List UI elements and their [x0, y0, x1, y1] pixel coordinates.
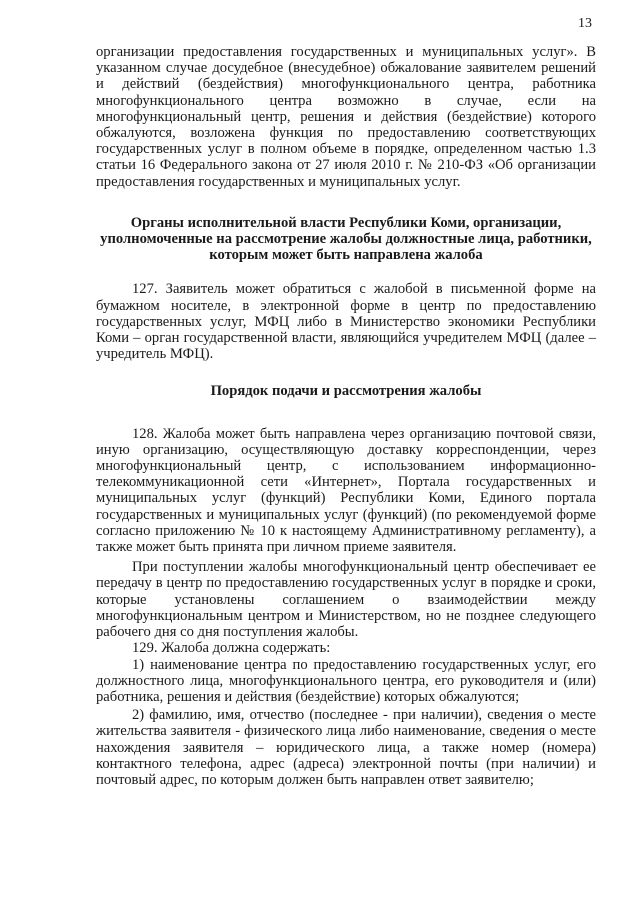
- paragraph-127: 127. Заявитель может обратиться с жалобой в письменной форме на бумажном носителе, в электронной форме в центр по предоставлению государственных услуг, МФЦ либо в Министерство экономики Республики Коми – орган государственной власти, являющийся учредителем МФЦ (далее – учредитель МФЦ).: [96, 281, 596, 363]
- paragraph-128-transfer: При поступлении жалобы многофункциональный центр обеспечивает ее передачу в центр по предоставлению государственных услуг в порядке и сроки, которые установлены соглашением о взаимодействии между многофункциональным центром и Министерством, но не позднее следующего рабочего дня со дня поступления жалобы.: [96, 559, 596, 641]
- list-item-2: 2) фамилию, имя, отчество (последнее - при наличии), сведения о месте жительства заявителя - физического лица либо наименование, сведения о месте нахождения заявителя – юридического лица, а также номер (номера) контактного телефона, адрес (адреса) электронной почты (при наличии) и почтовый адрес, по которым должен быть направлен ответ заявителю;: [96, 707, 596, 788]
- section-heading-complaint-bodies: Органы исполнительной власти Республики Коми, организации, уполномоченные на рассмотрение жалобы должностные лица, работники, которым может быть направлена жалоба: [100, 214, 592, 264]
- page-content: [96, 44, 596, 788]
- section-heading-complaint-procedure: Порядок подачи и рассмотрения жалобы: [210, 383, 482, 400]
- paragraph-129: 129. Жалоба должна содержать:: [132, 640, 331, 657]
- paragraph-128: 128. Жалоба может быть направлена через организацию почтовой связи, иную организацию, осуществляющую доставку корреспонденции, через многофункциональный центр, с использованием информационно-телекоммуникационной сети «Интернет», Портала государственных и муниципальных услуг (функций) Республики Коми, Единого портала государственных и муниципальных услуг (функций) (по рекомендуемой форме согласно приложению № 10 к настоящему Административному регламенту), а также может быть принята при личном приеме заявителя.: [96, 425, 596, 556]
- continuation-paragraph: организации предоставления государственных и муниципальных услуг». В указанном случае досудебное (внесудебное) обжалование заявителем решений и действий (бездействия) многофункционального центра, работника многофункционального центра возможно в случае, если на многофункциональный центр, решения и действия (бездействие) которого обжалуются, возложена функция по предоставлению соответствующих государственных услуг в полном объеме в порядке, определенном частью 1.3 статьи 16 Федерального закона от 27 июля 2010 г. № 210-ФЗ «Об организации предоставления государственных и муниципальных услуг.: [96, 44, 596, 190]
- list-item-1: 1) наименование центра по предоставлению государственных услуг, его должностного лица, многофункционального центра, его руководителя и (или) работника, решения и действия (бездействие) которых обжалуются;: [96, 656, 596, 705]
- page-number: 13: [578, 16, 592, 31]
